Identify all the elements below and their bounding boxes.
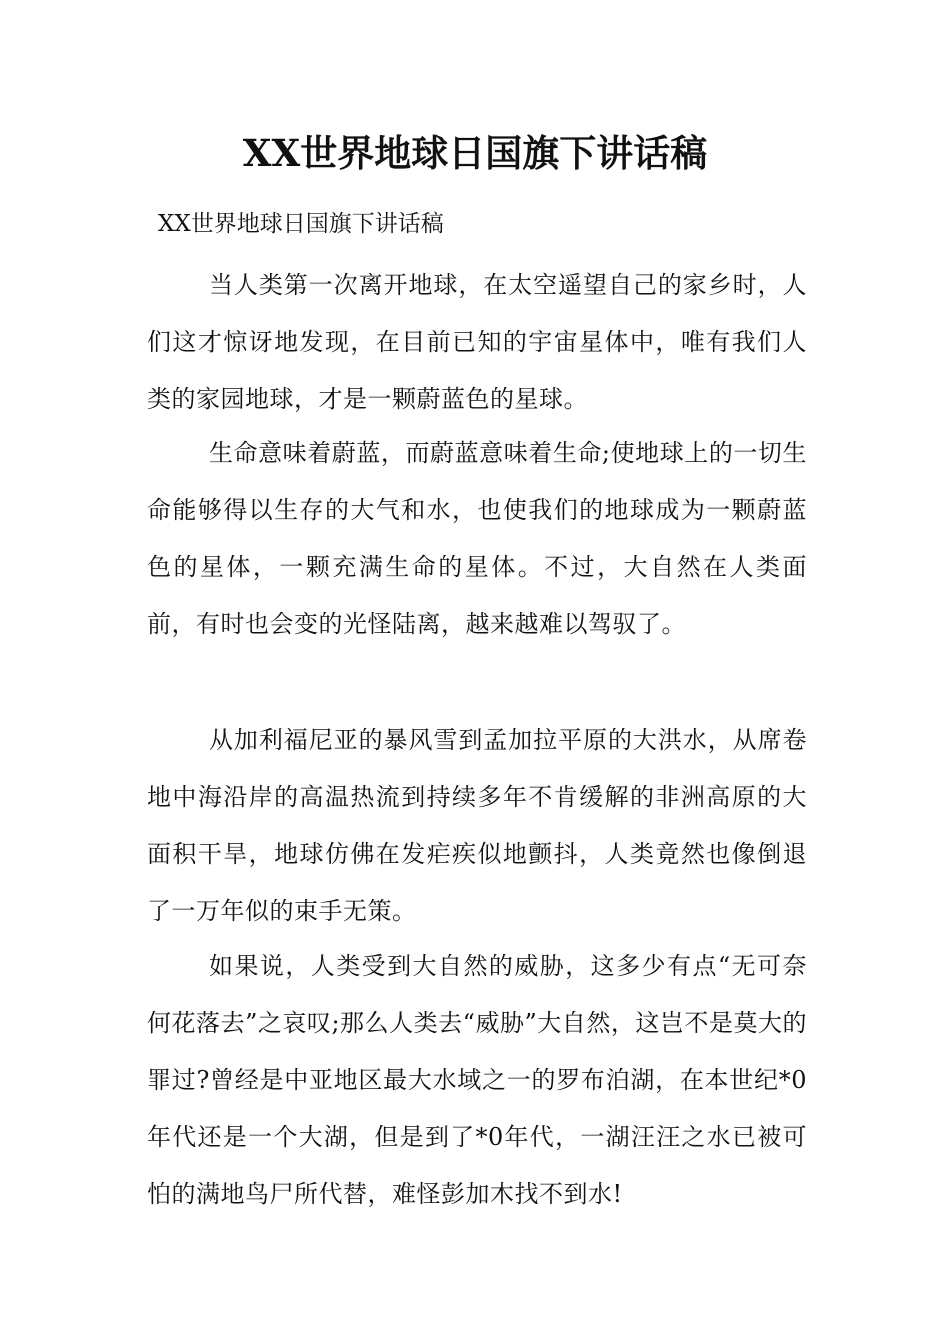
- document-title: XX世界地球日国旗下讲话稿: [242, 131, 708, 175]
- paragraph-3: 从加利福尼亚的暴风雪到孟加拉平原的大洪水，从席卷地中海沿岸的高温热流到持续多年不肯缓解的非洲高原的大面积干旱，地球仿佛在发疟疾似地颤抖，人类竟然也像倒退了一万年似的束手无策。: [147, 726, 807, 925]
- paragraph-4: 如果说，人类受到大自然的威胁，这多少有点“无可奈何花落去”之哀叹;那么人类去“威胁”大自然，这岂不是莫大的罪过?曾经是中亚地区最大水域之一的罗布泊湖，在本世纪*0年代还是一个大湖，但是到了*0年代，一湖汪汪之水已被可怕的满地鸟尸所代替，难怪彭加木找不到水!: [147, 952, 807, 1208]
- paragraph-2: 生命意味着蔚蓝，而蔚蓝意味着生命;使地球上的一切生命能够得以生存的大气和水，也使我们的地球成为一颗蔚蓝色的星体，一颗充满生命的星体。不过，大自然在人类面前，有时也会变的光怪陆离，越来越难以驾驭了。: [147, 439, 807, 638]
- document-subtitle: XX世界地球日国旗下讲话稿: [158, 211, 444, 237]
- paragraph-1: 当人类第一次离开地球，在太空遥望自己的家乡时，人们这才惊讶地发现，在目前已知的宇宙星体中，唯有我们人类的家园地球，才是一颗蔚蓝色的星球。: [147, 271, 807, 413]
